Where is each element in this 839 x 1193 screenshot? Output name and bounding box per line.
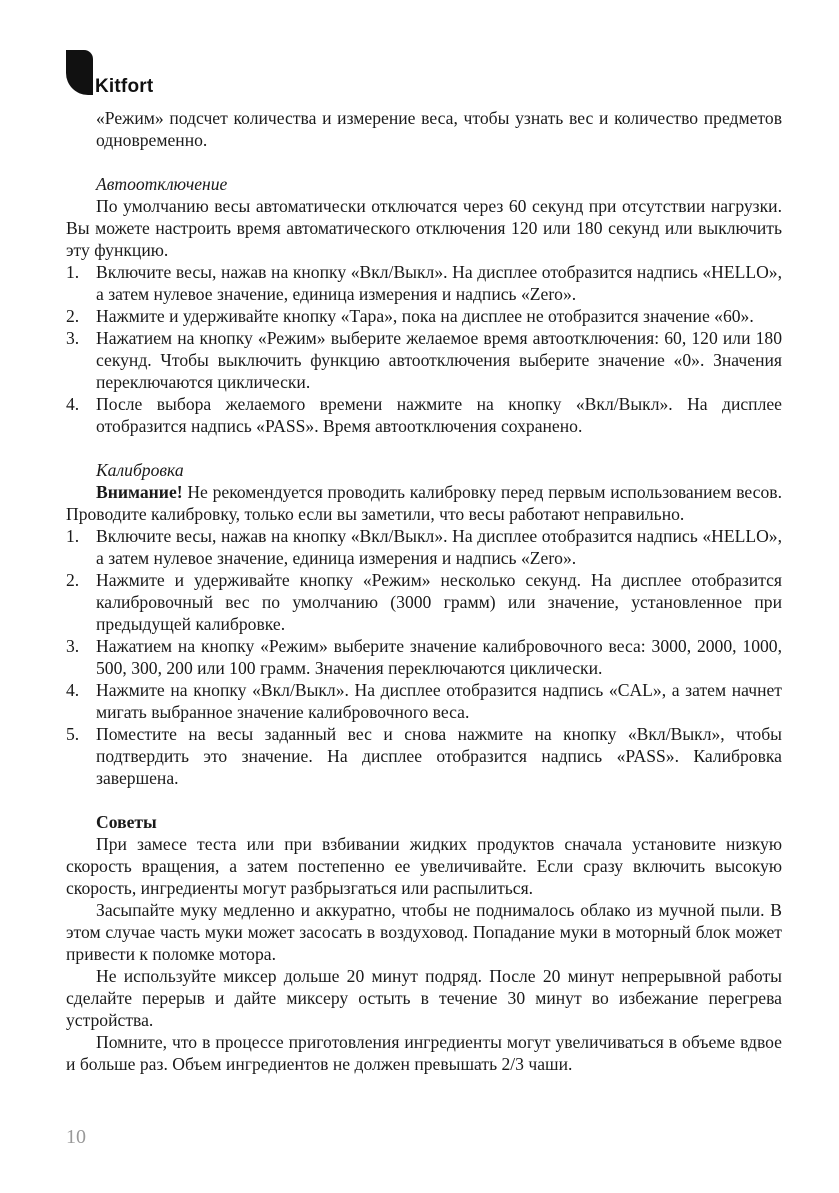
- list-item: [66, 327, 782, 393]
- tips-paragraph: При замесе теста или при взбивании жидких продуктов сначала установите низкую скорость вращения, а затем постепенно ее увеличивайте. Если сразу включить высокую скорость, ингредиенты могут разбрызгаться или распылиться.: [66, 834, 782, 898]
- kitfort-logo-mark-icon: [66, 50, 93, 95]
- list-item-text: Нажмите и удерживайте кнопку «Режим» несколько секунд. На дисплее отобразится калибровочный вес по умолчанию (3000 грамм) или значение, установленное при предыдущей калибровке.: [96, 570, 782, 634]
- list-item: [66, 679, 782, 723]
- list-item: [66, 635, 782, 679]
- intro-paragraph: «Режим» подсчет количества и измерение веса, чтобы узнать вес и количество предметов одновременно.: [96, 108, 782, 150]
- list-item: [66, 525, 782, 569]
- list-item: [66, 305, 782, 327]
- list-item-text: Включите весы, нажав на кнопку «Вкл/Выкл». На дисплее отобразится надпись «HELLO», а затем нулевое значение, единица измерения и надпись «Zero».: [96, 526, 782, 568]
- tips-paragraph: Помните, что в процессе приготовления ингредиенты могут увеличиваться в объеме вдвое и больше раз. Объем ингредиентов не должен превышать 2/3 чаши.: [66, 1032, 782, 1074]
- list-item-text: Нажатием на кнопку «Режим» выберите значение калибровочного веса: 3000, 2000, 1000, 500, 300, 200 или 100 грамм. Значения переключаются циклически.: [96, 636, 782, 678]
- section-heading-tips: Советы: [96, 812, 157, 832]
- tips-paragraph: Засыпайте муку медленно и аккуратно, чтобы не поднималось облако из мучной пыли. В этом случае часть муки может засосать в воздуховод. Попадание муки в моторный блок может привести к поломке мотора.: [66, 900, 782, 964]
- list-item-text: Нажатием на кнопку «Режим» выберите желаемое время автоотключения: 60, 120 или 180 секунд. Чтобы выключить функцию автоотключения выберите значение «0». Значения переключаются циклически.: [96, 328, 782, 392]
- page-number: 10: [66, 1126, 86, 1148]
- list-item-number: 3.: [66, 328, 80, 348]
- section-heading-autooff: Автоотключение: [96, 174, 228, 194]
- calibration-warning: [66, 481, 782, 525]
- list-item-number: 1.: [66, 262, 80, 282]
- list-item-number: 3.: [66, 636, 80, 656]
- page-content: [66, 107, 782, 1075]
- list-item-number: 2.: [66, 306, 80, 326]
- brand-logo: [66, 50, 186, 100]
- tips-paragraph: Не используйте миксер дольше 20 минут подряд. После 20 минут непрерывной работы сделайте перерыв и дайте миксеру остыть в течение 30 минут во избежание перегрева устройства.: [66, 966, 782, 1030]
- list-item-number: 1.: [66, 526, 80, 546]
- list-item: [66, 723, 782, 789]
- list-item-number: 5.: [66, 724, 80, 744]
- autooff-paragraph: По умолчанию весы автоматически отключатся через 60 секунд при отсутствии нагрузки. Вы можете настроить время автоматического отключения 120 или 180 секунд или выключить эту функцию.: [66, 196, 782, 260]
- section-heading-calibration: Калибровка: [96, 460, 184, 480]
- list-item: [66, 569, 782, 635]
- list-item-number: 2.: [66, 570, 80, 590]
- warning-label: Внимание!: [96, 482, 183, 502]
- list-item: [66, 261, 782, 305]
- list-item-text: После выбора желаемого времени нажмите на кнопку «Вкл/Выкл». На дисплее отобразится надпись «PASS». Время автоотключения сохранено.: [96, 394, 782, 436]
- list-item: [66, 393, 782, 437]
- list-item-text: Поместите на весы заданный вес и снова нажмите на кнопку «Вкл/Выкл», чтобы подтвердить это значение. На дисплее отобразится надпись «PASS». Калибровка завершена.: [96, 724, 782, 788]
- brand-name: Kitfort: [95, 76, 154, 97]
- list-item-text: Нажмите на кнопку «Вкл/Выкл». На дисплее отобразится надпись «CAL», а затем начнет мигать выбранное значение калибровочного веса.: [96, 680, 782, 722]
- warning-text: Не рекомендуется проводить калибровку перед первым использованием весов. Проводите калибровку, только если вы заметили, что весы работают неправильно.: [66, 482, 782, 524]
- list-item-number: 4.: [66, 680, 80, 700]
- list-item-text: Нажмите и удерживайте кнопку «Тара», пока на дисплее не отобразится значение «60».: [96, 306, 754, 326]
- list-item-number: 4.: [66, 394, 80, 414]
- list-item-text: Включите весы, нажав на кнопку «Вкл/Выкл». На дисплее отобразится надпись «HELLO», а затем нулевое значение, единица измерения и надпись «Zero».: [96, 262, 782, 304]
